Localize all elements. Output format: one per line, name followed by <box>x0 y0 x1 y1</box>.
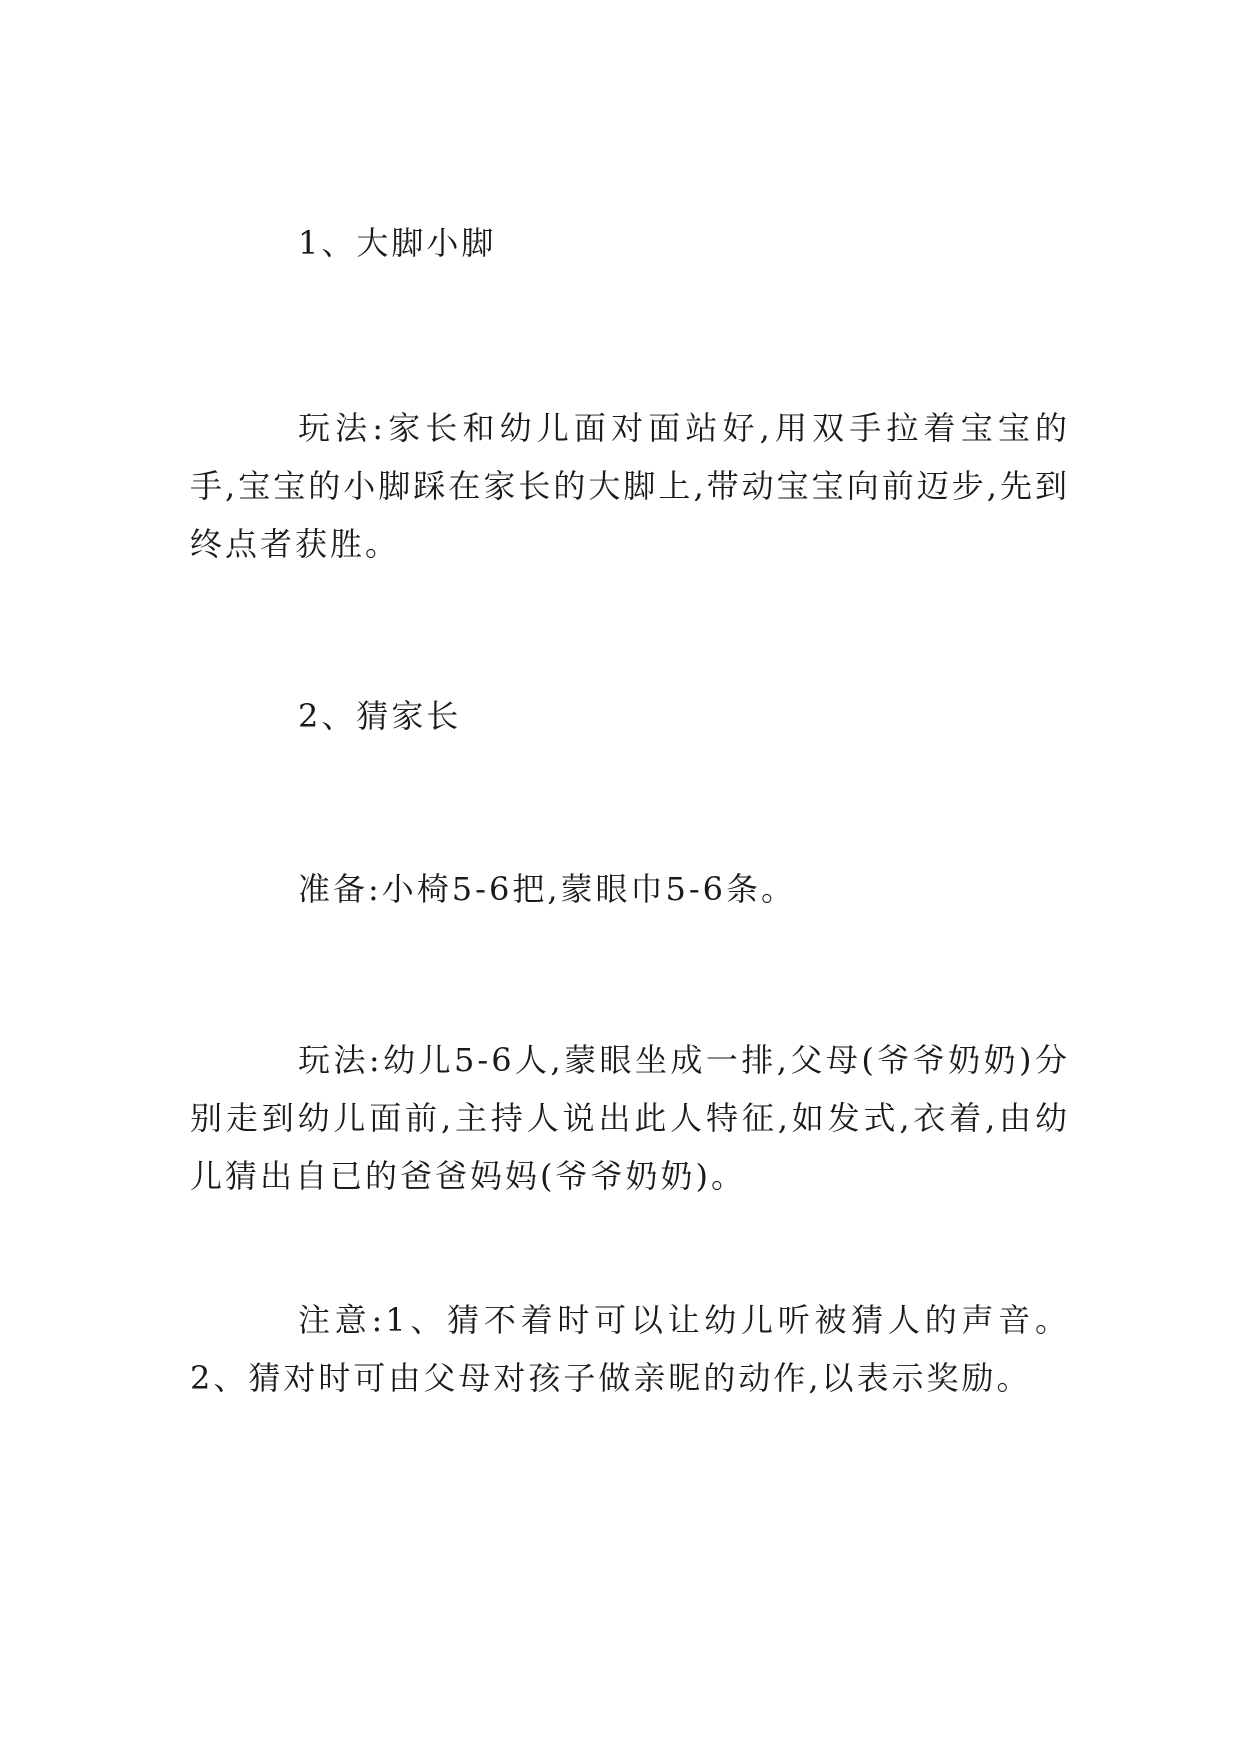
section-paragraph-preparation: 准备:小椅5-6把,蒙眼巾5-6条。 <box>298 870 797 908</box>
section-paragraph-rules: 玩法:幼儿5-6人,蒙眼坐成一排,父母(爷爷奶奶)分别走到幼儿面前,主持人说出此人特征,如发式,衣着,由幼儿猜出自已的爸爸妈妈(爷爷奶奶)。 <box>190 1041 1070 1195</box>
section-paragraph-note: 注意:1、猜不着时可以让幼儿听被猜人的声音。2、猜对时可由父母对孩子做亲昵的动作,以表示奖励。 <box>190 1301 1070 1397</box>
section-heading-big-small-feet: 1、大脚小脚 <box>298 224 497 262</box>
section-paragraph-rules: 玩法:家长和幼儿面对面站好,用双手拉着宝宝的手,宝宝的小脚踩在家长的大脚上,带动宝宝向前迈步,先到终点者获胜。 <box>190 409 1070 563</box>
section-heading-guess-parent: 2、猜家长 <box>298 697 462 735</box>
